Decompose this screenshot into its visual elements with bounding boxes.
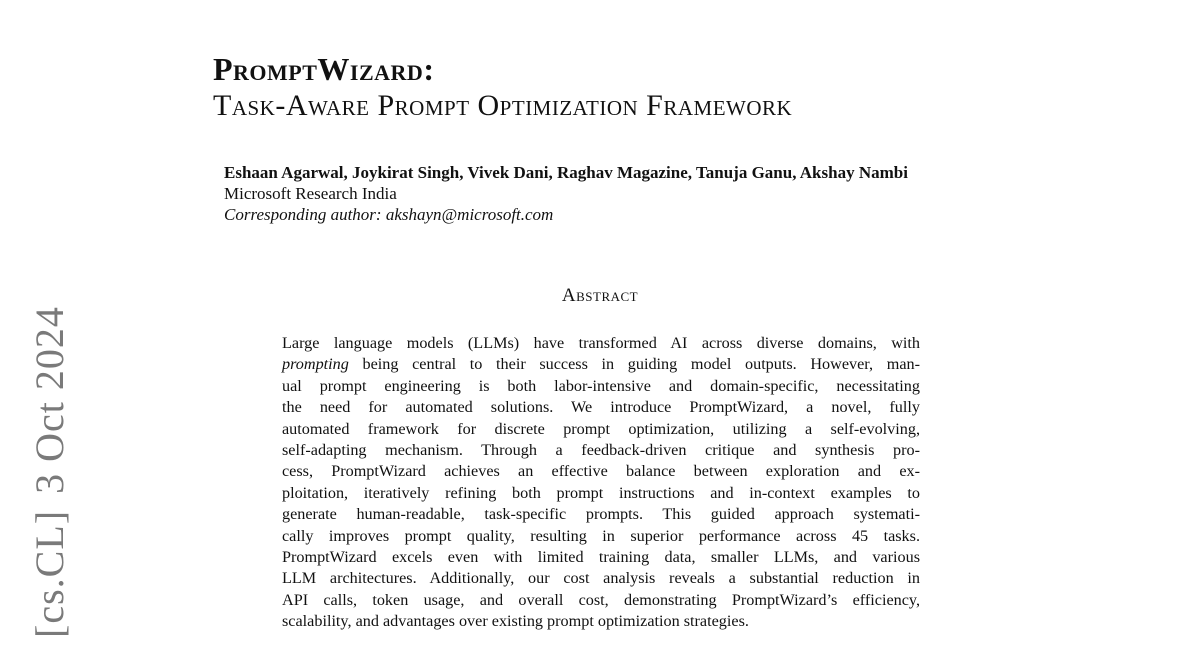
arxiv-date: 3 Oct 2024 <box>27 306 72 494</box>
abstract-line: self-adapting mechanism. Through a feedback-driven critique and synthesis pro- <box>282 441 920 460</box>
author-affiliation: Microsoft Research India <box>224 184 397 203</box>
abstract-heading: Abstract <box>561 285 639 306</box>
abstract-line: PromptWizard excels even with limited training data, smaller LLMs, and various <box>282 548 920 567</box>
abstract-italic-word: prompting <box>282 355 349 374</box>
abstract-line: cess, PromptWizard achieves an effective balance between exploration and ex- <box>282 462 920 481</box>
abstract-line: Large language models (LLMs) have transformed AI across diverse domains, with <box>282 334 920 352</box>
abstract-line: ual prompt engineering is both labor-intensive and domain-specific, necessitating <box>282 376 920 395</box>
title-line-2: Task-Aware Prompt Optimization Framework <box>213 89 793 122</box>
abstract-line: ploitation, iteratively refining both prompt instructions and in-context examples to <box>282 483 920 502</box>
title-line-1: PromptWizard: <box>213 51 435 87</box>
paper-title <box>213 50 792 126</box>
author-names: Eshaan Agarwal, Joykirat Singh, Vivek Dani, Raghav Magazine, Tanuja Ganu, Akshay Nambi <box>224 163 908 182</box>
abstract-line: generate human-readable, task-specific prompts. This guided approach systemati- <box>282 505 920 524</box>
abstract-line-text: being central to their success in guiding model outputs. However, man- <box>362 355 920 374</box>
arxiv-side-stamp <box>20 306 80 638</box>
abstract-line: LLM architectures. Additionally, our cost analysis reveals a substantial reduction in <box>282 569 920 588</box>
corresponding-author: Corresponding author: akshayn@microsoft.com <box>224 205 554 224</box>
abstract-line: scalability, and advantages over existing prompt optimization strategies. <box>282 612 749 631</box>
author-block <box>224 162 908 225</box>
abstract-body <box>282 333 920 633</box>
abstract-line: cally improves prompt quality, resulting in superior performance across 45 tasks. <box>282 526 920 545</box>
abstract-line: the need for automated solutions. We introduce PromptWizard, a novel, fully <box>282 398 920 417</box>
abstract-line <box>282 354 920 375</box>
abstract-line: automated framework for discrete prompt optimization, utilizing a self-evolving, <box>282 419 920 438</box>
arxiv-category: [cs.CL] <box>27 509 72 638</box>
abstract-line: API calls, token usage, and overall cost, demonstrating PromptWizard’s efficiency, <box>282 590 920 609</box>
